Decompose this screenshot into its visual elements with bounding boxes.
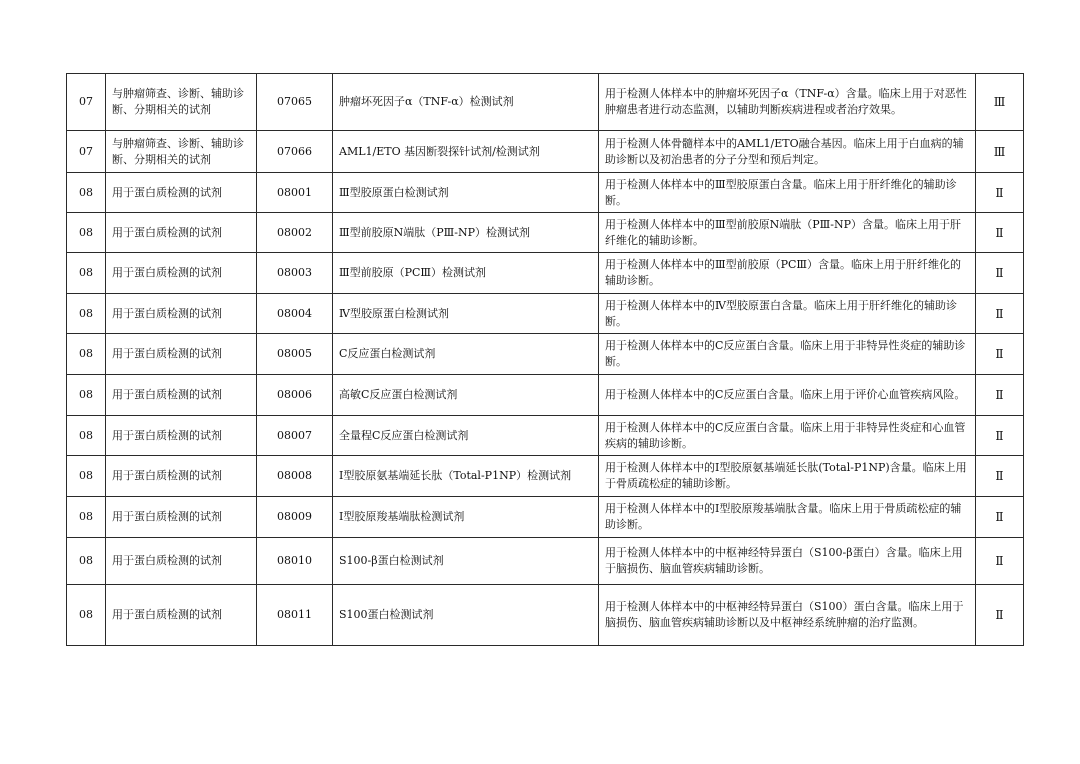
product-name-cell: 全量程C反应蛋白检测试剂 — [333, 416, 599, 456]
description-cell: 用于检测人体骨髓样本中的AML1/ETO融合基因。临床上用于白血病的辅助诊断以及初治患者的分子分型和预后判定。 — [599, 131, 976, 173]
table-row — [67, 456, 1024, 497]
description-cell: 用于检测人体样本中的Ⅰ型胶原氨基端延长肽(Total-P1NP)含量。临床上用于骨质疏松症的辅助诊断。 — [599, 456, 976, 497]
table-row — [67, 294, 1024, 334]
group-cell: 用于蛋白质检测的试剂 — [106, 294, 257, 334]
description-cell: 用于检测人体样本中的Ⅲ型胶原蛋白含量。临床上用于肝纤维化的辅助诊断。 — [599, 173, 976, 213]
table-row — [67, 74, 1024, 131]
code-cell: 08008 — [257, 456, 333, 497]
description-cell: 用于检测人体样本中的Ⅲ型前胶原（PCⅢ）含量。临床上用于肝纤维化的辅助诊断。 — [599, 253, 976, 294]
group-cell: 与肿瘤筛查、诊断、辅助诊断、分期相关的试剂 — [106, 131, 257, 173]
code-cell: 08007 — [257, 416, 333, 456]
table-row — [67, 173, 1024, 213]
management-class-cell: Ⅱ — [976, 375, 1024, 416]
table-row — [67, 416, 1024, 456]
group-cell: 用于蛋白质检测的试剂 — [106, 213, 257, 253]
category-cell: 08 — [67, 456, 106, 497]
product-name-cell: 高敏C反应蛋白检测试剂 — [333, 375, 599, 416]
category-cell: 08 — [67, 294, 106, 334]
management-class-cell: Ⅱ — [976, 253, 1024, 294]
group-cell: 用于蛋白质检测的试剂 — [106, 538, 257, 585]
product-name-cell: Ⅲ型前胶原（PCⅢ）检测试剂 — [333, 253, 599, 294]
category-cell: 07 — [67, 131, 106, 173]
product-name-cell: S100蛋白检测试剂 — [333, 585, 599, 646]
category-cell: 08 — [67, 375, 106, 416]
code-cell: 08002 — [257, 213, 333, 253]
management-class-cell: Ⅱ — [976, 173, 1024, 213]
table-body — [67, 74, 1024, 646]
table-row — [67, 497, 1024, 538]
description-cell: 用于检测人体样本中的C反应蛋白含量。临床上用于非特异性炎症的辅助诊断。 — [599, 334, 976, 375]
category-cell: 08 — [67, 213, 106, 253]
table-row — [67, 213, 1024, 253]
product-name-cell: C反应蛋白检测试剂 — [333, 334, 599, 375]
table-row — [67, 538, 1024, 585]
description-cell: 用于检测人体样本中的Ⅰ型胶原羧基端肽含量。临床上用于骨质疏松症的辅助诊断。 — [599, 497, 976, 538]
product-name-cell: Ⅲ型前胶原N端肽（PⅢ-NP）检测试剂 — [333, 213, 599, 253]
product-name-cell: 肿瘤坏死因子α（TNF-α）检测试剂 — [333, 74, 599, 131]
group-cell: 用于蛋白质检测的试剂 — [106, 585, 257, 646]
management-class-cell: Ⅱ — [976, 213, 1024, 253]
table-row — [67, 334, 1024, 375]
code-cell: 08009 — [257, 497, 333, 538]
category-cell: 08 — [67, 585, 106, 646]
code-cell: 07066 — [257, 131, 333, 173]
product-name-cell: S100-β蛋白检测试剂 — [333, 538, 599, 585]
management-class-cell: Ⅱ — [976, 497, 1024, 538]
description-cell: 用于检测人体样本中的肿瘤坏死因子α（TNF-α）含量。临床上用于对恶性肿瘤患者进行动态监测，以辅助判断疾病进程或者治疗效果。 — [599, 74, 976, 131]
code-cell: 08005 — [257, 334, 333, 375]
product-name-cell: Ⅳ型胶原蛋白检测试剂 — [333, 294, 599, 334]
code-cell: 07065 — [257, 74, 333, 131]
description-cell: 用于检测人体样本中的C反应蛋白含量。临床上用于评价心血管疾病风险。 — [599, 375, 976, 416]
category-cell: 08 — [67, 173, 106, 213]
category-cell: 07 — [67, 74, 106, 131]
management-class-cell: Ⅱ — [976, 585, 1024, 646]
table-row — [67, 585, 1024, 646]
management-class-cell: Ⅱ — [976, 334, 1024, 375]
group-cell: 用于蛋白质检测的试剂 — [106, 456, 257, 497]
category-cell: 08 — [67, 253, 106, 294]
description-cell: 用于检测人体样本中的中枢神经特异蛋白（S100-β蛋白）含量。临床上用于脑损伤、脑血管疾病辅助诊断。 — [599, 538, 976, 585]
management-class-cell: Ⅱ — [976, 456, 1024, 497]
code-cell: 08011 — [257, 585, 333, 646]
category-cell: 08 — [67, 416, 106, 456]
management-class-cell: Ⅲ — [976, 131, 1024, 173]
product-name-cell: AML1/ETO 基因断裂探针试剂/检测试剂 — [333, 131, 599, 173]
management-class-cell: Ⅱ — [976, 538, 1024, 585]
product-name-cell: Ⅲ型胶原蛋白检测试剂 — [333, 173, 599, 213]
description-cell: 用于检测人体样本中的Ⅲ型前胶原N端肽（PⅢ-NP）含量。临床上用于肝纤维化的辅助诊断。 — [599, 213, 976, 253]
table-row — [67, 253, 1024, 294]
table-row — [67, 375, 1024, 416]
group-cell: 用于蛋白质检测的试剂 — [106, 253, 257, 294]
group-cell: 用于蛋白质检测的试剂 — [106, 416, 257, 456]
table-row — [67, 131, 1024, 173]
description-cell: 用于检测人体样本中的C反应蛋白含量。临床上用于非特异性炎症和心血管疾病的辅助诊断。 — [599, 416, 976, 456]
code-cell: 08006 — [257, 375, 333, 416]
group-cell: 与肿瘤筛查、诊断、辅助诊断、分期相关的试剂 — [106, 74, 257, 131]
group-cell: 用于蛋白质检测的试剂 — [106, 497, 257, 538]
group-cell: 用于蛋白质检测的试剂 — [106, 334, 257, 375]
code-cell: 08004 — [257, 294, 333, 334]
product-name-cell: Ⅰ型胶原氨基端延长肽（Total-P1NP）检测试剂 — [333, 456, 599, 497]
code-cell: 08010 — [257, 538, 333, 585]
category-cell: 08 — [67, 497, 106, 538]
group-cell: 用于蛋白质检测的试剂 — [106, 173, 257, 213]
category-cell: 08 — [67, 538, 106, 585]
product-name-cell: Ⅰ型胶原羧基端肽检测试剂 — [333, 497, 599, 538]
category-cell: 08 — [67, 334, 106, 375]
management-class-cell: Ⅱ — [976, 416, 1024, 456]
description-cell: 用于检测人体样本中的中枢神经特异蛋白（S100）蛋白含量。临床上用于脑损伤、脑血管疾病辅助诊断以及中枢神经系统肿瘤的治疗监测。 — [599, 585, 976, 646]
code-cell: 08003 — [257, 253, 333, 294]
description-cell: 用于检测人体样本中的Ⅳ型胶原蛋白含量。临床上用于肝纤维化的辅助诊断。 — [599, 294, 976, 334]
reagent-catalog-table — [66, 73, 1024, 646]
group-cell: 用于蛋白质检测的试剂 — [106, 375, 257, 416]
management-class-cell: Ⅲ — [976, 74, 1024, 131]
code-cell: 08001 — [257, 173, 333, 213]
management-class-cell: Ⅱ — [976, 294, 1024, 334]
